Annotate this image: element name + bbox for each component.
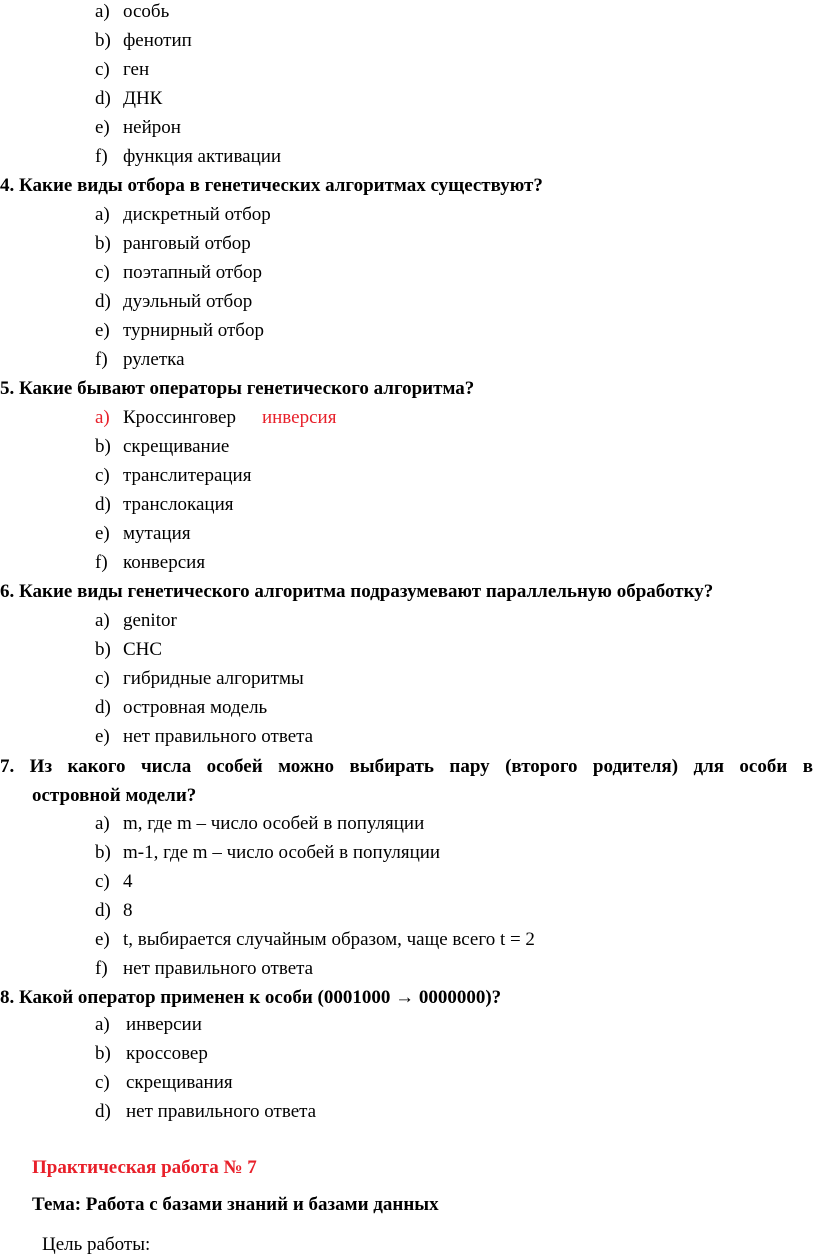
option-text: нет правильного ответа xyxy=(126,1101,317,1122)
option-text: конверсия xyxy=(123,552,206,573)
question-5-heading: 5. Какие бывают операторы генетического алгоритма? xyxy=(0,378,475,399)
option-letter: a) xyxy=(95,1014,110,1035)
option-text: ген xyxy=(123,59,150,80)
option-letter: a) xyxy=(95,407,110,428)
option-letter: d) xyxy=(95,900,111,921)
option-letter: b) xyxy=(95,639,111,660)
option-text: скрещивание xyxy=(123,436,230,457)
option-letter: b) xyxy=(95,233,111,254)
option-letter: e) xyxy=(95,523,110,544)
option-letter: e) xyxy=(95,726,110,747)
option-text: поэтапный отбор xyxy=(123,262,263,283)
option-letter: c) xyxy=(95,262,110,283)
option-letter: f) xyxy=(95,146,108,167)
option-text: транслокация xyxy=(123,494,234,515)
option-text: 4 xyxy=(123,871,133,892)
option-letter: a) xyxy=(95,204,110,225)
option-text xyxy=(123,406,336,430)
option-letter: b) xyxy=(95,1043,111,1064)
option-text: genitor xyxy=(123,610,177,631)
option-text: t, выбирается случайным образом, чаще всего t = 2 xyxy=(123,929,535,950)
option-letter: d) xyxy=(95,494,111,515)
option-letter: b) xyxy=(95,842,111,863)
practical-goal: Цель работы: xyxy=(42,1234,151,1255)
option-text: инверсии xyxy=(126,1014,202,1035)
option-letter: b) xyxy=(95,436,111,457)
option-text: кроссовер xyxy=(126,1043,208,1064)
option-letter: d) xyxy=(95,88,111,109)
option-letter: f) xyxy=(95,552,108,573)
option-letter: c) xyxy=(95,465,110,486)
option-letter: c) xyxy=(95,668,110,689)
option-letter: e) xyxy=(95,320,110,341)
question-7-heading xyxy=(0,752,813,810)
option-text: гибридные алгоритмы xyxy=(123,668,304,689)
question-8-heading: 8. Какой оператор применен к особи (0001000 → 0000000)? xyxy=(0,987,502,1008)
option-text: ранговый отбор xyxy=(123,233,251,254)
option-text: турнирный отбор xyxy=(123,320,264,341)
option-text: скрещивания xyxy=(126,1072,233,1093)
option-answer-text: Кроссинговер xyxy=(123,407,236,428)
option-letter: e) xyxy=(95,929,110,950)
option-letter: e) xyxy=(95,117,110,138)
option-text: дискретный отбор xyxy=(123,204,271,225)
option-letter: f) xyxy=(95,349,108,370)
question-7-line-1: 7. Из какого числа особей можно выбирать пару (второго родителя) для особи в xyxy=(0,756,813,777)
option-letter: c) xyxy=(95,871,110,892)
option-text: островная модель xyxy=(123,697,268,718)
option-text: фенотип xyxy=(123,30,192,51)
option-text: мутация xyxy=(123,523,191,544)
question-6-heading: 6. Какие виды генетического алгоритма подразумевают параллельную обработку? xyxy=(0,581,714,602)
option-text: дуэльный отбор xyxy=(123,291,253,312)
option-letter: a) xyxy=(95,610,110,631)
option-letter: b) xyxy=(95,30,111,51)
practical-title: Практическая работа № 7 xyxy=(32,1157,257,1178)
question-7-line-2: островной модели? xyxy=(32,785,197,806)
option-text: особь xyxy=(123,1,170,22)
option-letter: d) xyxy=(95,697,111,718)
option-text: нет правильного ответа xyxy=(123,958,314,979)
option-letter: a) xyxy=(95,1,110,22)
option-letter: c) xyxy=(95,59,110,80)
question-4-heading: 4. Какие виды отбора в генетических алгоритмах существуют? xyxy=(0,175,543,196)
option-text: CHC xyxy=(123,639,163,660)
handwritten-note: инверсия xyxy=(261,407,337,428)
option-letter: f) xyxy=(95,958,108,979)
option-text: нет правильного ответа xyxy=(123,726,314,747)
option-text: транслитерация xyxy=(123,465,252,486)
option-letter: c) xyxy=(95,1072,110,1093)
option-text: m-1, где m – число особей в популяции xyxy=(123,842,441,863)
option-text: нейрон xyxy=(123,117,181,138)
option-letter: d) xyxy=(95,1101,111,1122)
practical-topic: Тема: Работа с базами знаний и базами данных xyxy=(32,1194,439,1215)
option-letter: a) xyxy=(95,813,110,834)
option-text: рулетка xyxy=(123,349,185,370)
option-text: ДНК xyxy=(123,88,163,109)
option-text: m, где m – число особей в популяции xyxy=(123,813,425,834)
option-text: 8 xyxy=(123,900,133,921)
option-text: функция активации xyxy=(123,146,282,167)
option-letter: d) xyxy=(95,291,111,312)
